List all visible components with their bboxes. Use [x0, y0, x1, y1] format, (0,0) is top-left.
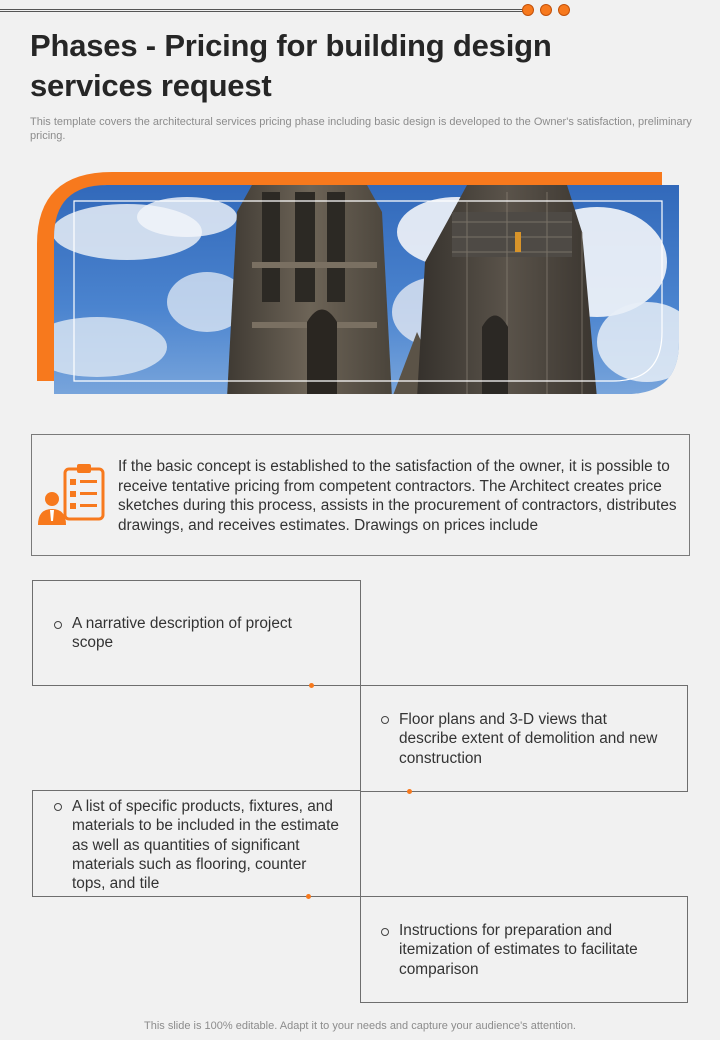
step-text: A narrative description of project scope — [72, 615, 292, 652]
decor-dot — [558, 4, 570, 16]
intro-text: If the basic concept is established to the satisfaction of the owner, it is possible to receive tentative pricing from competent contractors. The Architect creates price sketches during this process, assists in the procurement of contractors, distributes drawings, and receives estimates. Drawings on prices include — [118, 458, 677, 534]
step-text: Instructions for preparation and itemization of estimates to facilitate comparison — [399, 922, 638, 978]
bullet-icon — [381, 716, 389, 724]
top-rule — [0, 9, 530, 12]
step-text: A list of specific products, fixtures, and materials to be included in the estimate as well as quantities of significant materials such as flooring, counter tops, and tile — [72, 798, 339, 893]
decor-dot — [522, 4, 534, 16]
page-title: Phases - Pricing for building design services request — [30, 28, 552, 103]
checklist-person-icon — [38, 463, 108, 527]
connector-dot — [309, 683, 314, 688]
connector-dot — [306, 894, 311, 899]
decor-dot — [540, 4, 552, 16]
bullet-icon — [381, 928, 389, 936]
step-text: Floor plans and 3-D views that describe extent of demolition and new construction — [399, 711, 658, 767]
page-subtitle: This template covers the architectural services pricing phase including basic design is developed to the Owner's satisfaction, preliminary pricing. — [30, 116, 692, 142]
cathedral-hero-image — [37, 172, 682, 398]
bullet-icon — [54, 621, 62, 629]
bullet-icon — [54, 803, 62, 811]
connector-dot — [407, 789, 412, 794]
footer-note: This slide is 100% editable. Adapt it to your needs and capture your audience's attention. — [144, 1020, 576, 1032]
